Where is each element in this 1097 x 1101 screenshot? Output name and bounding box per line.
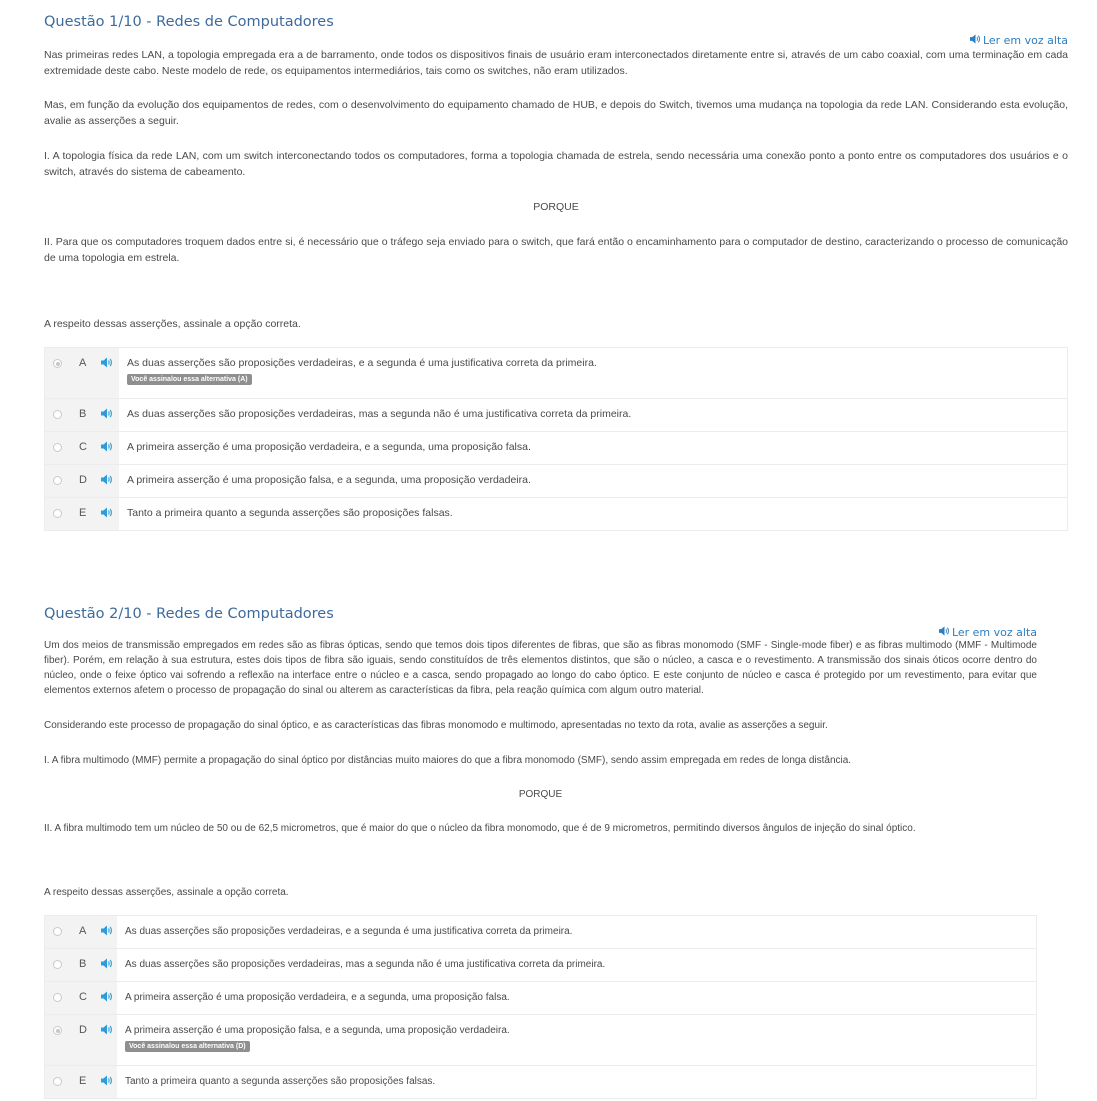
option-letter: C [79,441,87,453]
speaker-icon[interactable] [101,1075,113,1086]
option-a[interactable] [45,916,1036,949]
question-prompt: A respeito dessas asserções, assinale a opção correta. [44,887,289,898]
option-c[interactable] [45,432,1067,465]
option-letter: A [79,925,87,937]
speaker-icon[interactable] [101,357,113,368]
option-d[interactable] [45,465,1067,498]
question-2 [44,604,1037,1087]
speaker-icon[interactable] [101,1024,113,1035]
option-text: As duas asserções são proposições verdadeiras, mas a segunda não é uma justificativa correta da primeira. [125,959,606,970]
option-d[interactable] [45,1015,1036,1066]
assertion-2: II. A fibra multimodo tem um núcleo de 50 ou de 62,5 micrometros, que é maior do que o núcleo da fibra monomodo, que é de 9 micrometros, permitindo diversos ângulos de injeção do sinal óptico. [44,823,916,834]
question-title: Questão 2/10 - Redes de Computadores [44,606,334,622]
option-e[interactable] [45,498,1067,530]
speaker-icon [970,34,981,47]
option-radio[interactable] [53,410,62,419]
option-text: As duas asserções são proposições verdadeiras, e a segunda é uma justificativa correta da primeira. [127,357,597,369]
question-paragraph: Mas, em função da evolução dos equipamentos de redes, com o desenvolvimento do equipamento chamado de HUB, e depois do Switch, tivemos uma mudança na topologia da rede LAN. Considerando esta evolução, avalie as asserções a seguir. [44,99,1068,127]
question-1 [44,12,1068,519]
speaker-icon[interactable] [101,474,113,485]
question-paragraph: Um dos meios de transmissão empregados em redes são as fibras ópticas, sendo que temos dois tipos diferentes de fibras, que são as fibras monomodo (SMF - Single-mode fiber) e as fibras multimodo (MMF - Multimode fiber). Porém, em relação à sua estrutura, estes dois tipos de fibra são iguais, sendo constituídos de três elementos distintos, que são o núcleo, a casca e o revestimento. A transmissão dos sinais óticos ocorre dentro do núcleo, onde o feixe óptico vai sofrendo a reflexão na interface entre o núcleo e a casca, sendo propagado ao longo do cabo óptico. E este conjunto de núcleo e casca é protegido por um revestimento, para evitar que elementos externos afetem o processo de propagação do sinal ou alterem as características da fibra, pela reação química com algum outro material. [44,640,1037,696]
question-paragraph: Considerando este processo de propagação do sinal óptico, e as características das fibras monomodo e multimodo, apresentadas no texto da rota, avalie as asserções a seguir. [44,720,828,731]
option-radio[interactable] [53,476,62,485]
assertion-1: I. A fibra multimodo (MMF) permite a propagação do sinal óptico por distâncias muito maiores do que a fibra monomodo (SMF), sendo assim empregada em redes de longa distância. [44,755,852,766]
option-radio[interactable] [53,443,62,452]
option-letter: E [79,507,87,519]
option-letter: A [79,357,87,369]
option-radio[interactable] [53,960,62,969]
option-text: As duas asserções são proposições verdadeiras, e a segunda é uma justificativa correta da primeira. [125,926,573,937]
option-letter: C [79,991,87,1003]
read-aloud-label: Ler em voz alta [951,626,1037,639]
speaker-icon[interactable] [101,441,113,452]
option-radio[interactable] [53,1026,62,1035]
option-letter: B [79,958,87,970]
question-title: Questão 1/10 - Redes de Computadores [44,14,334,30]
speaker-icon[interactable] [101,958,113,969]
option-letter: E [79,1075,87,1087]
speaker-icon[interactable] [101,925,113,936]
assertion-2: II. Para que os computadores troquem dados entre si, é necessário que o tráfego seja enviado para o switch, que fará então o encaminhamento para o computador de destino, caracterizando o processo de comunicação de uma topologia em estrela. [44,236,1068,264]
selected-badge: Você assinalou essa alternativa (A) [127,374,252,385]
question-paragraph: Nas primeiras redes LAN, a topologia empregada era a de barramento, onde todos os dispositivos finais de usuário eram interconectados diretamente entre si, através de um cabo coaxial, com uma terminação em cada extremidade deste cabo. Neste modelo de rede, os equipamentos intermediários, tais como os switches, não eram utilizados. [44,49,1068,77]
option-letter: D [79,474,87,486]
speaker-icon[interactable] [101,408,113,419]
speaker-icon[interactable] [101,507,113,518]
option-letter: B [79,408,87,420]
assertion-1: I. A topologia física da rede LAN, com um switch interconectando todos os computadores, forma a topologia chamada de estrela, sendo necessária uma conexão ponto a ponto entre os computadores dos usuários e o switch, através do sistema de cabeamento. [44,150,1068,178]
option-a[interactable] [45,348,1067,399]
option-b[interactable] [45,399,1067,432]
read-aloud-link[interactable] [970,34,1068,47]
porque-label: PORQUE [518,789,563,800]
option-radio[interactable] [53,1077,62,1086]
options-list [44,347,1068,531]
option-text: A primeira asserção é uma proposição falsa, e a segunda, uma proposição verdadeira. [125,1025,510,1036]
option-c[interactable] [45,982,1036,1015]
option-e[interactable] [45,1066,1036,1098]
options-list [44,915,1037,1099]
porque-label: PORQUE [533,201,579,213]
question-prompt: A respeito dessas asserções, assinale a opção correta. [44,318,301,330]
option-text: A primeira asserção é uma proposição falsa, e a segunda, uma proposição verdadeira. [127,474,531,486]
read-aloud-label: Ler em voz alta [982,34,1068,47]
option-text: Tanto a primeira quanto a segunda asserções são proposições falsas. [125,1076,436,1087]
option-letter: D [79,1024,87,1036]
option-text: A primeira asserção é uma proposição verdadeira, e a segunda, uma proposição falsa. [125,992,510,1003]
speaker-icon[interactable] [101,991,113,1002]
option-text: A primeira asserção é uma proposição verdadeira, e a segunda, uma proposição falsa. [127,441,531,453]
option-radio[interactable] [53,993,62,1002]
option-text: Tanto a primeira quanto a segunda asserções são proposições falsas. [127,507,453,519]
option-radio[interactable] [53,359,62,368]
selected-badge: Você assinalou essa alternativa (D) [125,1041,250,1052]
option-b[interactable] [45,949,1036,982]
option-radio[interactable] [53,509,62,518]
option-text: As duas asserções são proposições verdadeiras, mas a segunda não é uma justificativa correta da primeira. [127,408,632,420]
option-radio[interactable] [53,927,62,936]
